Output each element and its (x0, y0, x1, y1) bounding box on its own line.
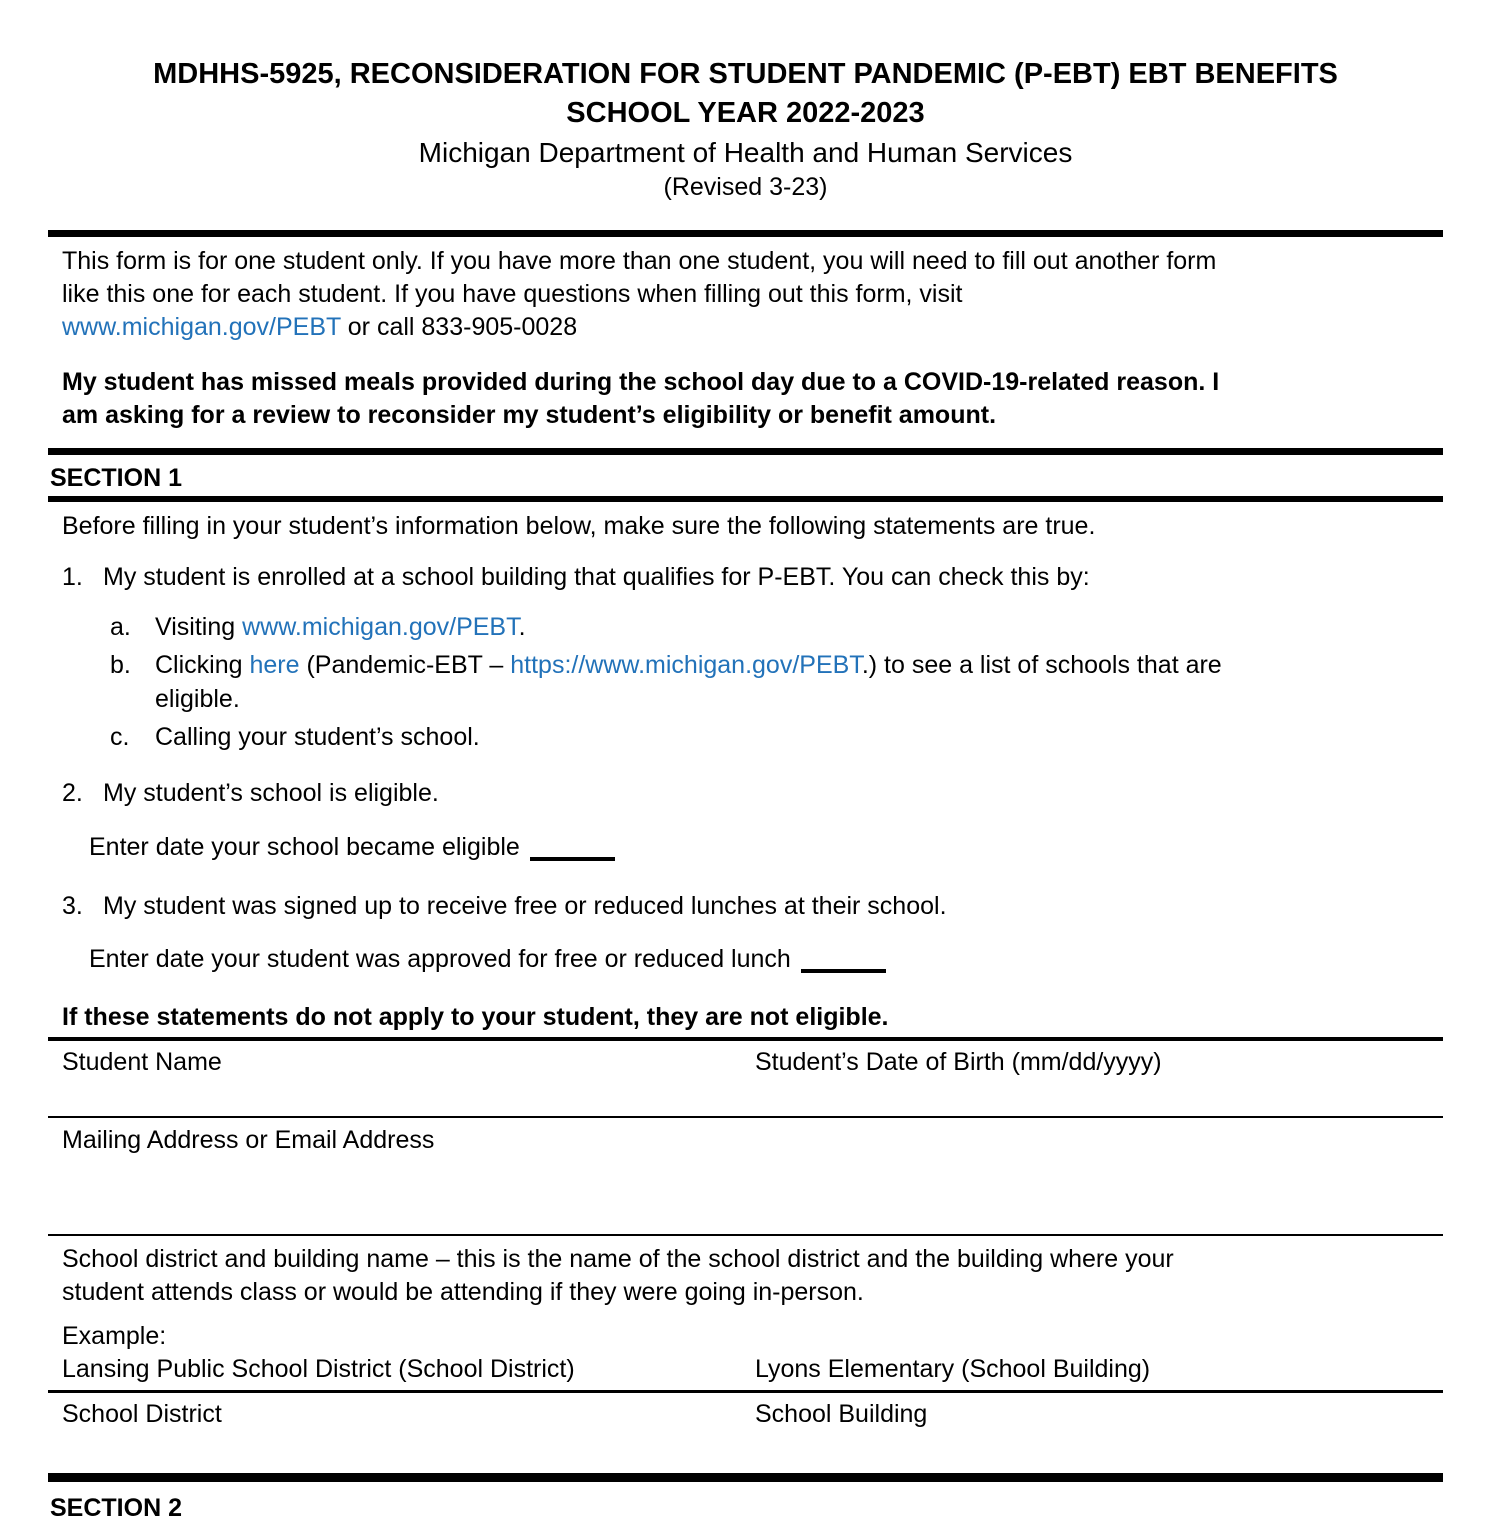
statement-line1: My student has missed meals provided during the school day due to a COVID-19-related reason. I (62, 368, 1220, 396)
example-row (62, 1353, 1443, 1386)
statement-line2: am asking for a review to reconsider my student’s eligibility or benefit amount. (62, 401, 997, 429)
intro-paragraph (48, 245, 1443, 344)
dob-cell[interactable] (755, 1046, 1443, 1116)
sub-item-c (62, 720, 1443, 754)
department-name: Michigan Department of Health and Human Services (418, 137, 1073, 168)
school-district-label: School District (62, 1400, 222, 1428)
revision-note: (Revised 3-23) (663, 173, 828, 201)
section1-header: SECTION 1 (50, 464, 182, 492)
statement-paragraph (48, 366, 1443, 432)
intro-line1: This form is for one student only. If you have more than one student, you will need to fill out another form (62, 247, 1217, 275)
here-link[interactable]: here (249, 651, 300, 679)
school-eligible-date-field[interactable] (530, 857, 615, 861)
form-title (48, 55, 1443, 133)
dob-label: Student’s Date of Birth (mm/dd/yyyy) (755, 1048, 1162, 1076)
eligibility-warning: If these statements do not apply to your student, they are not eligible. (62, 1003, 889, 1031)
sub-item-a-letter: a. (110, 613, 131, 641)
school-eligible-date-prompt: Enter date your school became eligible (89, 833, 520, 861)
pebt-url-link[interactable]: https://www.michigan.gov/PEBT (510, 651, 862, 679)
form-title-line2: SCHOOL YEAR 2022-2023 (566, 97, 925, 129)
sub-item-c-text: Calling your student’s school. (155, 723, 480, 751)
item-3-number: 3. (62, 892, 83, 920)
item-1-number: 1. (62, 563, 83, 591)
item-2-number: 2. (62, 779, 83, 807)
divider (48, 230, 1443, 237)
michigan-pebt-link[interactable]: www.michigan.gov/PEBT (62, 313, 341, 341)
student-name-label: Student Name (62, 1048, 222, 1076)
sub-item-b-text-before: Clicking (155, 651, 250, 679)
example-district: Lansing Public School District (School District) (62, 1355, 575, 1383)
district-info-line1: School district and building name – this is the name of the school district and the building where your (62, 1245, 1174, 1273)
school-building-cell[interactable] (755, 1398, 1443, 1473)
item-1-text: My student is enrolled at a school building that qualifies for P-EBT. You can check this by: (103, 563, 1090, 591)
form-title-line1: MDHHS-5925, RECONSIDERATION FOR STUDENT PANDEMIC (P-EBT) EBT BENEFITS (153, 58, 1338, 90)
lunch-approved-date-prompt: Enter date your student was approved for free or reduced lunch (89, 945, 791, 973)
name-dob-row[interactable] (48, 1037, 1443, 1116)
district-info-line2: student attends class or would be attending if they were going in-person. (62, 1278, 864, 1306)
list-item-1 (48, 561, 1443, 594)
list-item-2 (48, 777, 1443, 810)
lunch-approved-date-field[interactable] (801, 969, 886, 973)
sub-item-b-text-middle: (Pandemic-EBT – (299, 651, 511, 679)
school-building-label: School Building (755, 1400, 928, 1428)
student-info-table (48, 1037, 1443, 1482)
section2-header: SECTION 2 (50, 1494, 182, 1522)
lunch-approved-date-row (48, 943, 1443, 976)
form-header (48, 0, 1443, 204)
sub-item-b-line2: eligible. (155, 685, 240, 713)
sub-item-b (62, 648, 1443, 716)
district-building-row[interactable] (48, 1390, 1443, 1473)
section1-lead: Before filling in your student’s information below, make sure the following statements are true. (62, 512, 1096, 540)
school-eligible-date-row (48, 831, 1443, 864)
school-district-cell[interactable] (48, 1398, 755, 1473)
sub-item-a (62, 610, 1443, 644)
visiting-pebt-link[interactable]: www.michigan.gov/PEBT (242, 613, 519, 641)
divider (48, 1473, 1443, 1482)
item-3-text: My student was signed up to receive free or reduced lunches at their school. (103, 892, 947, 920)
mailing-address-label: Mailing Address or Email Address (62, 1126, 435, 1154)
list-item-3 (48, 890, 1443, 923)
intro-phone-text: or call 833-905-0028 (340, 313, 578, 341)
divider (48, 448, 1443, 455)
example-building: Lyons Elementary (School Building) (755, 1355, 1151, 1383)
mailing-address-cell[interactable] (48, 1116, 1443, 1234)
sub-item-b-letter: b. (110, 651, 131, 679)
sub-item-a-period: . (518, 613, 526, 641)
example-label: Example: (62, 1322, 167, 1350)
sub-item-c-letter: c. (110, 723, 130, 751)
divider (48, 496, 1443, 502)
intro-line2: like this one for each student. If you have questions when filling out this form, visit (62, 280, 963, 308)
sub-item-a-text: Visiting (155, 613, 243, 641)
district-info-cell (48, 1234, 1443, 1390)
student-name-cell[interactable] (48, 1046, 755, 1116)
sub-item-b-text-after: .) to see a list of schools that are (861, 651, 1222, 679)
item-1-sublist (48, 610, 1443, 754)
item-2-text: My student’s school is eligible. (103, 779, 439, 807)
